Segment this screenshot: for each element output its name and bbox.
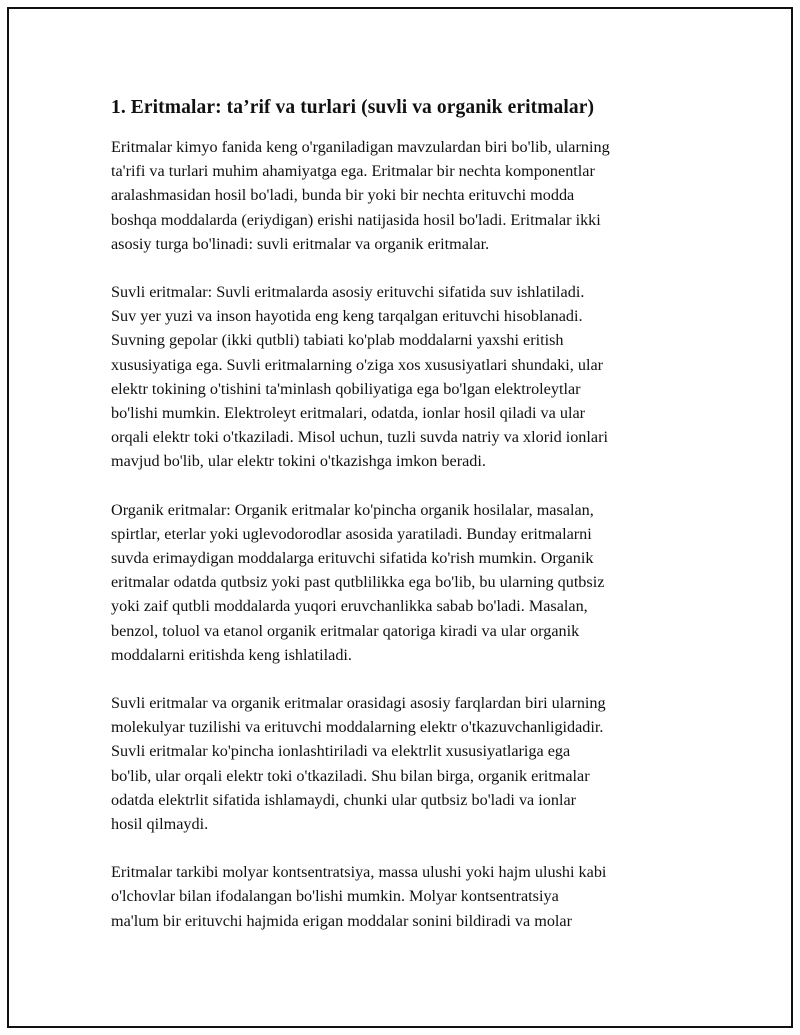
paragraph-aqueous-solutions: Suvli eritmalar: Suvli eritmalarda asosiy erituvchi sifatida suv ishlatiladi. Suv yer yuzi va inson hayotida eng keng tarqalgan erituvchi hisoblanadi. Suvning gepolar (ikki qutbli) tabiati ko'plab moddalarni yaxshi eritish xususiyatiga ega. Suvli eritmalarning o'ziga xos xususiyatlari shundaki, ular elektr tokining o'tishini ta'minlash qobiliyatiga ega bo'lgan elektroleytlar bo'lishi mumkin. Elektroleyt eritmalari, odatda, ionlar hosil qiladi va ular orqali elektr toki o'tkaziladi. Misol uchun, tuzli suvda natriy va xlorid ionlari mavjud bo'lib, ular elektr tokini o'tkazishga imkon beradi. [111,283,608,471]
document-title: 1. Eritmalar: ta’rif va turlari (suvli va organik eritmalar) [111,97,595,118]
paragraph-definition: Eritmalar kimyo fanida keng o'rganiladigan mavzulardan biri bo'lib, ularning ta'rifi va turlari muhim ahamiyatga ega. Eritmalar bir nechta komponentlar aralashmasidan hosil bo'ladi, bunda bir yoki bir nechta erituvchi modda boshqa moddalarda (eriydigan) erishi natijasida hosil bo'ladi. Eritmalar ikki asosiy turga bo'linadi: suvli eritmalar va organik eritmalar. [111,138,610,253]
paragraph-concentration: Eritmalar tarkibi molyar kontsentratsiya, massa ulushi yoki hajm ulushi kabi o'lchovlar bilan ifodalangan bo'lishi mumkin. Molyar kontsentratsiya ma'lum bir erituvchi hajmida erigan moddalar sonini bildiradi va molar [111,863,607,930]
document-body [111,95,691,957]
paragraph-organic-solutions: Organik eritmalar: Organik eritmalar ko'pincha organik hosilalar, masalan, spirtlar, eterlar yoki uglevodorodlar asosida yaratiladi. Bunday eritmalarni suvda erimaydigan moddalarga erituvchi sifatida ko'rish mumkin. Organik eritmalar odatda qutbsiz yoki past qutblilikka ega bo'lib, bu ularning qutbsiz yoki zaif qutbli moddalarda yuqori eruvchanlikka sabab bo'ladi. Masalan, benzol, toluol va etanol organik eritmalar qatoriga kiradi va ular organik moddalarni eritishda keng ishlatiladi. [111,500,605,664]
paragraph-differences: Suvli eritmalar va organik eritmalar orasidagi asosiy farqlardan biri ularning molekulyar tuzilishi va erituvchi moddalarning elektr o'tkazuvchanligidadir. Suvli eritmalar ko'pincha ionlashtiriladi va elektrlit xususiyatlariga ega bo'lib, ular orqali elektr toki o'tkaziladi. Shu bilan birga, organik eritmalar odatda elektrlit sifatida ishlamaydi, chunki ular qutbsiz bo'ladi va ionlar hosil qilmaydi. [111,694,606,834]
